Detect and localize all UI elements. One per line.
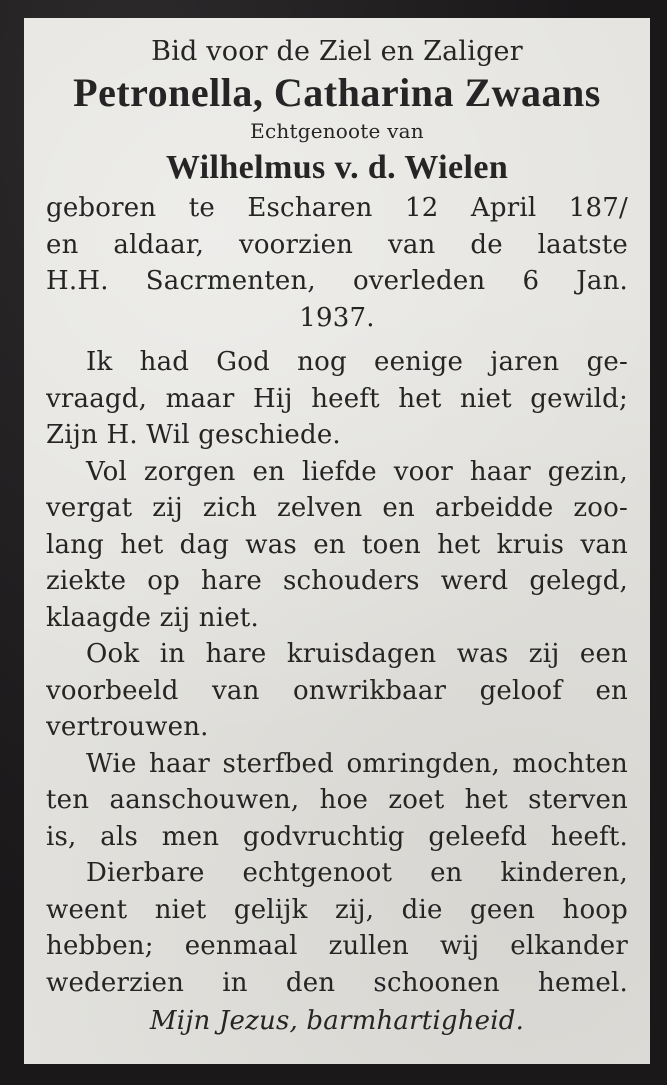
text-line: vertrouwen. <box>46 712 209 742</box>
text-line: Wie haar sterfbed omringden, mochten <box>86 748 628 779</box>
bio-line: geboren te Escharen 12 April 187/ <box>46 193 628 223</box>
paragraph-1 <box>46 344 628 454</box>
text-line: wederzien in den schoonen hemel. <box>46 967 628 998</box>
text-line: is, als men godvruchtig geleefd heeft. <box>46 821 628 852</box>
deceased-name: Petronella, Catharina Zwaans <box>73 70 601 115</box>
text-line: Ik had God nog eenige jaren ge- <box>86 347 628 377</box>
text-line: vergat zij zich zelven en arbeidde zoo- <box>46 493 628 523</box>
text-line: voorbeeld van onwrikbaar geloof en <box>46 675 628 706</box>
text-line: Dierbare echtgenoot en kinderen, <box>86 858 628 888</box>
text-line: vraagd, maar Hij heeft het niet gewild; <box>46 383 628 414</box>
paragraph-4 <box>46 746 628 856</box>
text-line: ziekte op hare schouders werd gelegd, <box>46 566 628 596</box>
closing-prayer: Mijn Jezus, barmhartigheid. <box>149 1006 525 1036</box>
text-line: lang het dag was en toen het kruis van <box>46 529 628 560</box>
spouse-name: Wilhelmus v. d. Wielen <box>165 149 509 186</box>
relation-label: Echtgenoote van <box>250 119 424 143</box>
death-year: 1937. <box>299 302 375 333</box>
text-line: hebben; eenmaal zullen wij elkander <box>46 931 628 961</box>
text-line: ten aanschouwen, hoe zoet het sterven <box>46 785 628 815</box>
text-line: Zijn H. Wil geschiede. <box>46 420 341 450</box>
card-header: Bid voor de Ziel en Zaliger <box>151 36 523 67</box>
paragraph-2 <box>46 454 628 637</box>
paragraph-5 <box>46 855 628 1001</box>
text-line: Vol zorgen en liefde voor haar gezin, <box>86 456 628 487</box>
bio-line: H.H. Sacrmenten, overleden 6 Jan. <box>46 266 628 296</box>
bio-block <box>46 190 628 336</box>
text-line: Ook in hare kruisdagen was zij een <box>86 639 628 669</box>
text-line: klaagde zij niet. <box>46 602 259 633</box>
paragraph-3 <box>46 636 628 746</box>
memorial-card <box>24 18 650 1064</box>
bio-line: en aldaar, voorzien van de laatste <box>46 229 628 260</box>
text-line: weent niet gelijk zij, die geen hoop <box>46 894 628 925</box>
